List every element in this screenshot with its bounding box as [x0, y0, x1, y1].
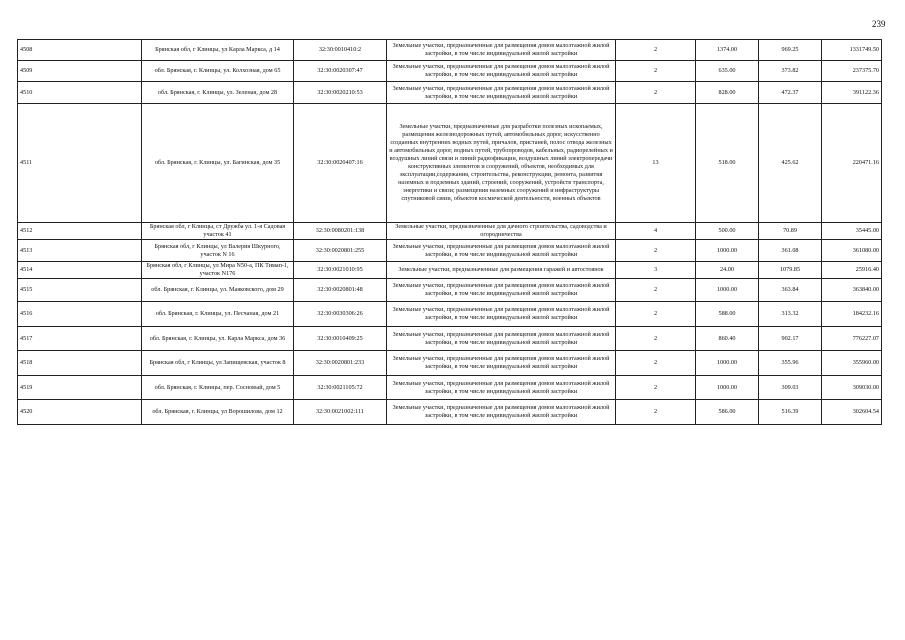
row-number: 4514 — [18, 262, 142, 279]
cadastral-value-cell: 363840.00 — [822, 279, 882, 302]
area-cell: 588.00 — [696, 302, 759, 327]
table-row — [18, 40, 882, 61]
specific-value-cell: 355.96 — [759, 351, 822, 376]
land-use-cell: Земельные участки, предназначенные для размещения домов малоэтажной жилой застройки, в том числе индивидуальной жилой застройки — [387, 327, 616, 351]
specific-value-cell: 1079.85 — [759, 262, 822, 279]
land-use-cell: Земельные участки, предназначенные для размещения домов малоэтажной жилой застройки, в том числе индивидуальной жилой застройки — [387, 40, 616, 61]
cadastral-value-cell: 391122.36 — [822, 82, 882, 104]
cadastral-number-cell: 32:30:0030306:26 — [294, 302, 387, 327]
address-cell: Брянская обл, г Клинцы, ул Мира N50-а, ПК Тимап-1, участок N176 — [142, 262, 294, 279]
specific-value-cell: 425.62 — [759, 104, 822, 223]
cadastral-value-cell: 302604.54 — [822, 400, 882, 425]
use-group-cell: 2 — [616, 61, 696, 82]
table-row — [18, 302, 882, 327]
row-number: 4509 — [18, 61, 142, 82]
table-row — [18, 240, 882, 262]
land-use-cell: Земельные участки, предназначенные для размещения домов малоэтажной жилой застройки, в том числе индивидуальной жилой застройки — [387, 302, 616, 327]
specific-value-cell: 309.03 — [759, 376, 822, 400]
address-cell: обл. Брянская, г. Клинцы, ул. Песчаная, дом 21 — [142, 302, 294, 327]
cadastral-number-cell: 32:30:0010410:2 — [294, 40, 387, 61]
use-group-cell: 4 — [616, 223, 696, 240]
row-number: 4515 — [18, 279, 142, 302]
area-cell: 635.00 — [696, 61, 759, 82]
area-cell: 1000.00 — [696, 240, 759, 262]
use-group-cell: 2 — [616, 40, 696, 61]
specific-value-cell: 70.89 — [759, 223, 822, 240]
cadastral-value-cell: 1331749.50 — [822, 40, 882, 61]
row-number: 4510 — [18, 82, 142, 104]
table-row — [18, 82, 882, 104]
area-cell: 24.00 — [696, 262, 759, 279]
row-number: 4518 — [18, 351, 142, 376]
cadastral-number-cell: 32:30:0080201:138 — [294, 223, 387, 240]
use-group-cell: 2 — [616, 327, 696, 351]
cadastral-number-cell: 32:30:0020801:48 — [294, 279, 387, 302]
area-cell: 1000.00 — [696, 279, 759, 302]
area-cell: 518.00 — [696, 104, 759, 223]
area-cell: 500.00 — [696, 223, 759, 240]
land-use-cell: Земельные участки, предназначенные для размещения гаражей и автостоянок — [387, 262, 616, 279]
row-number: 4511 — [18, 104, 142, 223]
area-cell: 1000.00 — [696, 376, 759, 400]
use-group-cell: 2 — [616, 302, 696, 327]
land-use-cell: Земельные участки, предназначенные для размещения домов малоэтажной жилой застройки, в том числе индивидуальной жилой застройки — [387, 279, 616, 302]
specific-value-cell: 472.37 — [759, 82, 822, 104]
cadastral-value-cell: 184232.16 — [822, 302, 882, 327]
page-number: 239 — [872, 19, 886, 29]
area-cell: 586.00 — [696, 400, 759, 425]
use-group-cell: 2 — [616, 400, 696, 425]
land-use-cell: Земельные участки, предназначенные для размещения домов малоэтажной жилой застройки, в том числе индивидуальной жилой застройки — [387, 82, 616, 104]
use-group-cell: 3 — [616, 262, 696, 279]
specific-value-cell: 361.08 — [759, 240, 822, 262]
cadastral-number-cell: 32:30:0021105:72 — [294, 376, 387, 400]
table-row — [18, 400, 882, 425]
cadastral-number-cell: 32:30:0020801:255 — [294, 240, 387, 262]
use-group-cell: 2 — [616, 376, 696, 400]
address-cell: обл. Брянская, г. Клинцы, ул. Зеленая, дом 28 — [142, 82, 294, 104]
table-row — [18, 104, 882, 223]
use-group-cell: 2 — [616, 351, 696, 376]
area-cell: 860.40 — [696, 327, 759, 351]
row-number: 4519 — [18, 376, 142, 400]
cadastral-value-cell: 309030.00 — [822, 376, 882, 400]
address-cell: обл. Брянская, г. Клинцы, ул. Карла Маркса, дом 36 — [142, 327, 294, 351]
land-use-cell: Земельные участки, предназначенные для размещения домов малоэтажной жилой застройки, в том числе индивидуальной жилой застройки — [387, 376, 616, 400]
table-row — [18, 351, 882, 376]
use-group-cell: 13 — [616, 104, 696, 223]
area-cell: 1374.00 — [696, 40, 759, 61]
cadastral-number-cell: 32:30:0020307:47 — [294, 61, 387, 82]
table-row — [18, 223, 882, 240]
address-cell: Брянская обл, г Клинцы, ул Запищевская, участок 8 — [142, 351, 294, 376]
address-cell: обл. Брянская, г. Клинцы, ул. Маяковского, дом 29 — [142, 279, 294, 302]
cadastral-value-cell: 355960.00 — [822, 351, 882, 376]
cadastral-number-cell: 32:30:0020407:16 — [294, 104, 387, 223]
cadastral-value-cell: 361080.00 — [822, 240, 882, 262]
cadastral-number-cell: 32:30:0020210:53 — [294, 82, 387, 104]
address-cell: Брянская обл, г Клинцы, ст Дружба ул. 1-я Садовая участок 41 — [142, 223, 294, 240]
cadastral-value-cell: 237375.70 — [822, 61, 882, 82]
area-cell: 1000.00 — [696, 351, 759, 376]
use-group-cell: 2 — [616, 279, 696, 302]
row-number: 4517 — [18, 327, 142, 351]
specific-value-cell: 969.25 — [759, 40, 822, 61]
table-row — [18, 279, 882, 302]
land-use-cell: Земельные участки, предназначенные для размещения домов малоэтажной жилой застройки, в том числе индивидуальной жилой застройки — [387, 400, 616, 425]
table-row — [18, 376, 882, 400]
address-cell: обл. Брянская, г. Клинцы, ул. Колхозная, дом 65 — [142, 61, 294, 82]
specific-value-cell: 313.32 — [759, 302, 822, 327]
row-number: 4520 — [18, 400, 142, 425]
row-number: 4512 — [18, 223, 142, 240]
land-use-cell: Земельные участки, предназначенные для размещения домов малоэтажной жилой застройки, в том числе индивидуальной жилой застройки — [387, 240, 616, 262]
cadastral-number-cell: 32:30:0021002:111 — [294, 400, 387, 425]
land-use-cell: Земельные участки, предназначенные для разработки полезных ископаемых, размещения железнодорожных путей, автомобильных дорог, искусственно созданных внутренних водных путей, причалов, пристаней, полос отвода железных и автомобильных дорог, водных путей, трубопроводов, кабельных, радиорелейных и воздушных линий связи и линий радиофикации, воздушных линий электропередачи конструктивных элементов и сооружений, объектов, необходимых для эксплуатации,содержания, строительства, реконструкции, ремонта, развития наземных и подземных зданий, строений, сооружений, устройств транспорта, энергетики и связи; размещения наземных сооружений и инфраструктуры спутниковой связи, объектов космической деятельности, военных объектов — [387, 104, 616, 223]
cadastral-value-cell: 35445.00 — [822, 223, 882, 240]
land-use-cell: Земельные участки, предназначенные для размещения домов малоэтажной жилой застройки, в том числе индивидуальной жилой застройки — [387, 61, 616, 82]
use-group-cell: 2 — [616, 240, 696, 262]
area-cell: 828.00 — [696, 82, 759, 104]
cadastral-value-table — [17, 39, 882, 425]
table-row — [18, 262, 882, 279]
cadastral-value-cell: 776227.07 — [822, 327, 882, 351]
address-cell: Брянская обл, г Клинцы, ул Карла Маркса, д 14 — [142, 40, 294, 61]
cadastral-number-cell: 32:30:0021010:95 — [294, 262, 387, 279]
address-cell: обл. Брянская, г. Клинцы, ул Ворошилова, дом 12 — [142, 400, 294, 425]
row-number: 4513 — [18, 240, 142, 262]
land-use-cell: Земельные участки, предназначенные для дачного строительства, садоводства и огородничества — [387, 223, 616, 240]
cadastral-value-cell: 220471.16 — [822, 104, 882, 223]
address-cell: Брянская обл, г Клинцы, ул Валерия Шкурного, участок N 16 — [142, 240, 294, 262]
address-cell: обл. Брянская, г. Клинцы, пер. Сосновый, дом 5 — [142, 376, 294, 400]
cadastral-number-cell: 32:30:0020801:233 — [294, 351, 387, 376]
use-group-cell: 2 — [616, 82, 696, 104]
specific-value-cell: 516.39 — [759, 400, 822, 425]
address-cell: обл. Брянская, г. Клинцы, ул. Багинская, дом 35 — [142, 104, 294, 223]
table-row — [18, 61, 882, 82]
specific-value-cell: 373.82 — [759, 61, 822, 82]
table-row — [18, 327, 882, 351]
specific-value-cell: 363.84 — [759, 279, 822, 302]
land-use-cell: Земельные участки, предназначенные для размещения домов малоэтажной жилой застройки, в том числе индивидуальной жилой застройки — [387, 351, 616, 376]
cadastral-value-cell: 25916.40 — [822, 262, 882, 279]
cadastral-number-cell: 32:30:0010409:25 — [294, 327, 387, 351]
specific-value-cell: 902.17 — [759, 327, 822, 351]
row-number: 4516 — [18, 302, 142, 327]
row-number: 4508 — [18, 40, 142, 61]
